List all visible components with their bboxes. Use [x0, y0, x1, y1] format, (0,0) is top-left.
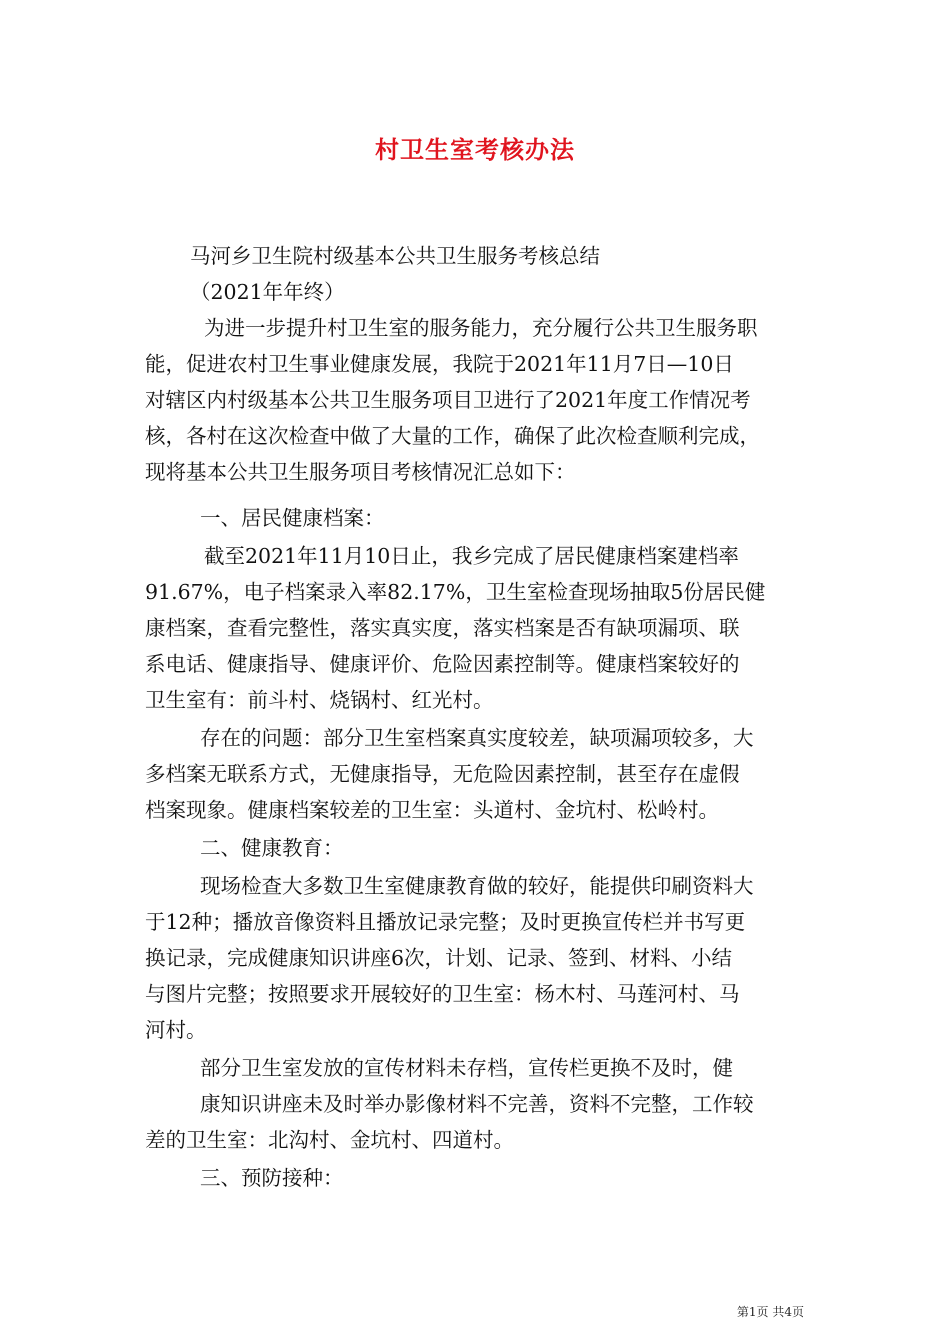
paragraph-line: 多档案无联系方式，无健康指导，无危险因素控制，甚至存在虚假 — [145, 762, 740, 786]
section-heading: 三、预防接种： — [200, 1166, 344, 1190]
paragraph-line: 差的卫生室：北沟村、金坑村、四道村。 — [145, 1128, 514, 1152]
paragraph-line: 与图片完整；按照要求开展较好的卫生室：杨木村、马莲河村、马 — [145, 982, 740, 1006]
date-line: （2021年年终） — [190, 280, 345, 304]
paragraph-line: 档案现象。健康档案较差的卫生室：头道村、金坑村、松岭村。 — [145, 798, 719, 822]
paragraph-line: 换记录，完成健康知识讲座6次，计划、记录、签到、材料、小结 — [145, 946, 733, 970]
paragraph-line: 现场检查大多数卫生室健康教育做的较好，能提供印刷资料大 — [200, 874, 754, 898]
paragraph-line: 截至2021年11月10日止，我乡完成了居民健康档案建档率 — [204, 544, 739, 568]
paragraph-line: 存在的问题：部分卫生室档案真实度较差，缺项漏项较多，大 — [200, 726, 754, 750]
section-heading: 二、健康教育： — [200, 836, 344, 860]
paragraph-line: 能，促进农村卫生事业健康发展，我院于2021年11月7日—10日 — [145, 352, 734, 376]
paragraph-line: 对辖区内村级基本公共卫生服务项目卫进行了2021年度工作情况考 — [145, 388, 751, 412]
section-heading: 一、居民健康档案： — [200, 506, 385, 530]
subtitle-line: 马河乡卫生院村级基本公共卫生服务考核总结 — [190, 244, 600, 268]
paragraph-line: 部分卫生室发放的宣传材料未存档，宣传栏更换不及时，健 — [200, 1056, 733, 1080]
paragraph-line: 系电话、健康指导、健康评价、危险因素控制等。健康档案较好的 — [145, 652, 740, 676]
paragraph-line: 康档案，查看完整性，落实真实度，落实档案是否有缺项漏项、联 — [145, 616, 740, 640]
paragraph-line: 卫生室有：前斗村、烧锅村、红光村。 — [145, 688, 494, 712]
paragraph-line: 现将基本公共卫生服务项目考核情况汇总如下： — [145, 460, 576, 484]
paragraph-line: 康知识讲座未及时举办影像材料不完善，资料不完整，工作较 — [200, 1092, 754, 1116]
paragraph-line: 于12种；播放音像资料且播放记录完整；及时更换宣传栏并书写更 — [145, 910, 746, 934]
page-title: 村卫生室考核办法 — [375, 135, 575, 164]
page-footer: 第1页 共4页 — [736, 1305, 804, 1319]
paragraph-line: 河村。 — [145, 1018, 207, 1042]
paragraph-line: 为进一步提升村卫生室的服务能力，充分履行公共卫生服务职 — [204, 316, 758, 340]
paragraph-line: 核，各村在这次检查中做了大量的工作，确保了此次检查顺利完成， — [145, 424, 760, 448]
paragraph-line: 91.67%，电子档案录入率82.17%，卫生室检查现场抽取5份居民健 — [145, 580, 766, 604]
